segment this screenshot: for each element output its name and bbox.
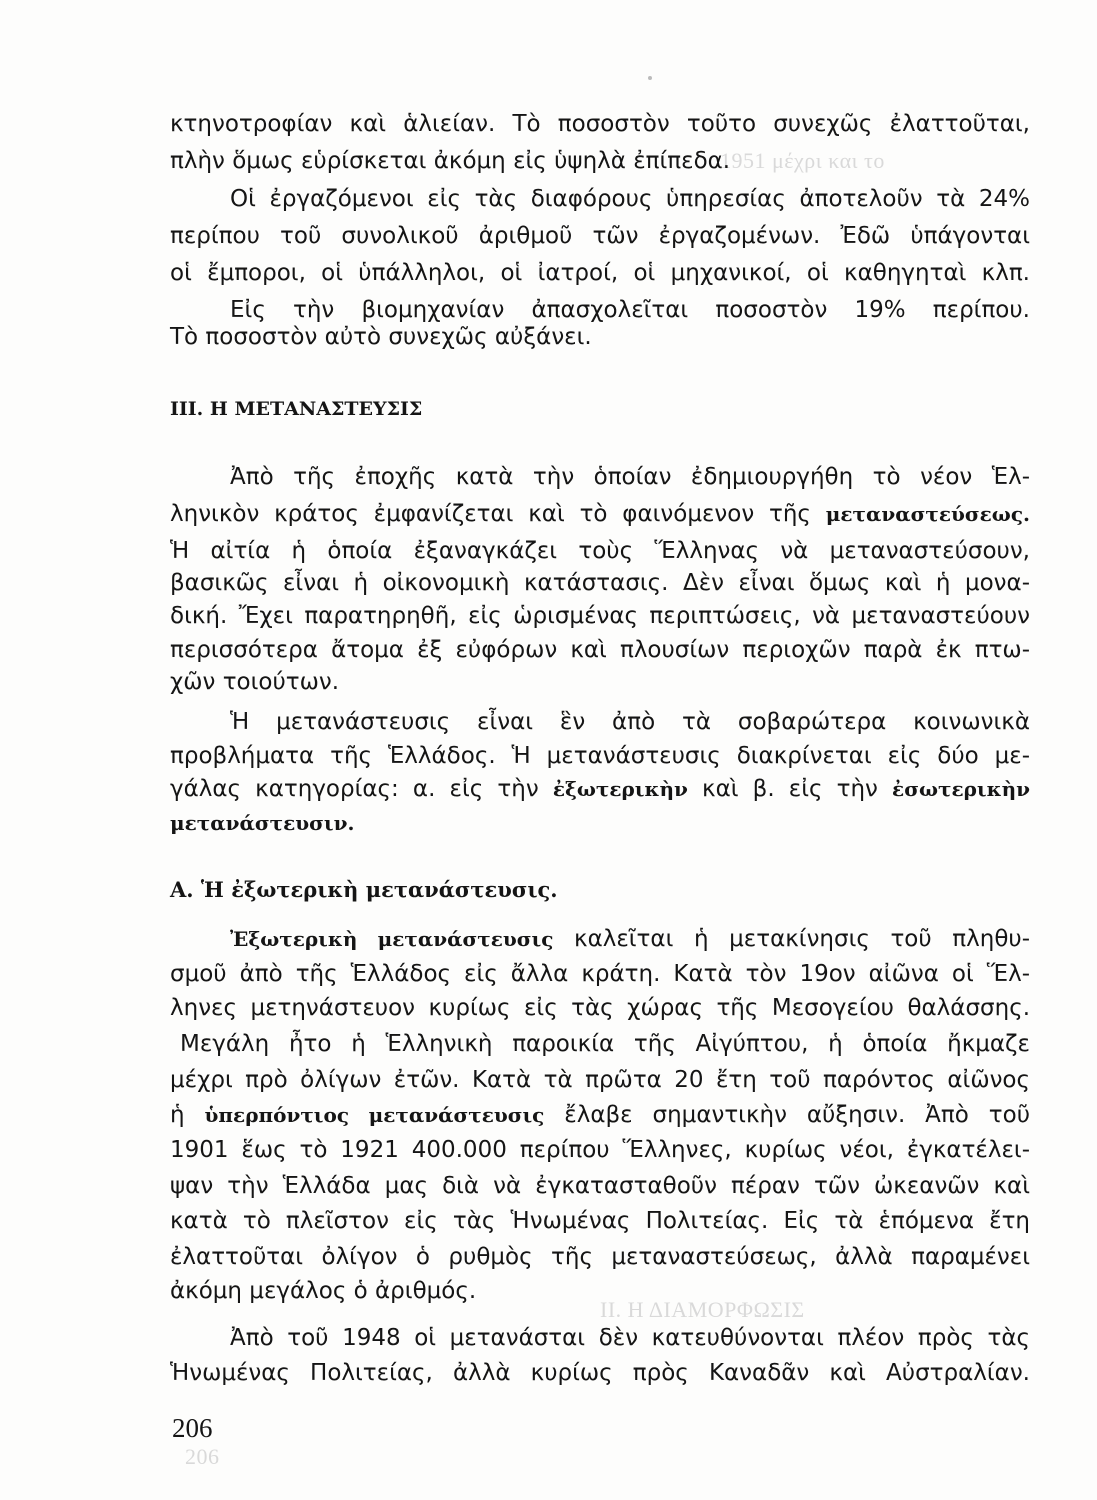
text-line [170,924,1030,954]
text-line: δική. Ἔχει παρατηρηθῆ, εἰς ὡρισμένας περιπτώσεις, νὰ μεταναστεύουν [170,603,1030,629]
text-line: οἱ ἔμποροι, οἱ ὑπάλληλοι, οἱ ἰατροί, οἱ μηχανικοί, οἱ καθηγηταὶ κλπ. [170,260,1030,286]
text-line: σμοῦ ἀπὸ τῆς Ἑλλάδος εἰς ἄλλα κράτη. Κατὰ τὸν 19ον αἰῶνα οἱ Ἕλ- [170,961,1030,987]
text-line: προβλήματα τῆς Ἑλλάδος. Ἡ μετανάστευσις διακρίνεται εἰς δύο με- [170,743,1030,769]
bold-term: μεταναστεύσεως. [825,502,1030,526]
text-run: καὶ β. εἰς τὴν [702,776,878,802]
text-line: περίπου τοῦ συνολικοῦ ἀριθμοῦ τῶν ἐργαζομένων. Ἐδῶ ὑπάγονται [170,223,1030,249]
text-line [170,808,1030,838]
text-line [170,774,1030,804]
bold-term: Ἐξωτερικὴ μετανάστευσις [230,927,554,951]
text-line: 1901 ἕως τὸ 1921 400.000 περίπου Ἕλληνες, κυρίως νέοι, ἐγκατέλει- [170,1137,1030,1163]
text-line: Ἀπὸ τοῦ 1948 οἱ μετανάσται δὲν κατευθύνονται πλέον πρὸς τὰς [230,1325,1030,1351]
text-run: καλεῖται ἡ μετακίνησις τοῦ πληθυ- [574,926,1031,952]
text-line: χῶν τοιούτων. [170,669,340,695]
page-number: 206 [172,1413,213,1443]
bleedthrough-text: 206 [185,1444,220,1469]
text-line: μέχρι πρὸ ὀλίγων ἐτῶν. Κατὰ τὰ πρῶτα 20 ἔτη τοῦ παρόντος αἰῶνος [170,1067,1030,1093]
text-line: Μεγάλη ἦτο ἡ Ἑλληνικὴ παροικία τῆς Αἰγύπτου, ἡ ὁποία ἤκμαζε [180,1031,1030,1057]
text-line: Οἱ ἐργαζόμενοι εἰς τὰς διαφόρους ὑπηρεσίας ἀποτελοῦν τὰ 24% [230,186,1030,212]
text-line: ἐλαττοῦται ὀλίγον ὁ ρυθμὸς τῆς μεταναστεύσεως, ἀλλὰ παραμένει [170,1244,1030,1270]
text-run: ἡ [170,1102,185,1128]
text-line: ληνες μετηνάστευον κυρίως εἰς τὰς χώρας τῆς Μεσογείου θαλάσσης. [170,995,1030,1021]
text-line: περισσότερα ἄτομα ἐξ εὐφόρων καὶ πλουσίων περιοχῶν παρὰ ἐκ πτω- [170,637,1030,663]
text-line: Τὸ ποσοστὸν αὐτὸ συνεχῶς αὐξάνει. [170,324,592,350]
section-heading: III. Η ΜΕΤΑΝΑΣΤΕΥΣΙΣ [170,398,423,420]
bold-term: ἐσωτερικὴν [892,777,1030,801]
paper-speck [648,76,652,80]
text-line: Ἡνωμένας Πολιτείας, ἀλλὰ κυρίως πρὸς Καναδᾶν καὶ Αὐστραλίαν. [170,1360,1030,1386]
bold-term: μετανάστευσιν. [170,811,355,835]
text-line: Εἰς τὴν βιομηχανίαν ἀπασχολεῖται ποσοστὸν 19% περίπου. [230,297,1030,323]
text-line [170,499,1030,529]
text-line: Ἡ μετανάστευσις εἶναι ἓν ἀπὸ τὰ σοβαρώτερα κοινωνικὰ [230,709,1030,735]
subsection-heading: Α. Ἡ ἐξωτερικὴ μετανάστευσις. [170,877,558,902]
bold-term: ὑπερπόντιος μετανάστευσις [204,1103,545,1127]
text-line: Ἡ αἰτία ἡ ὁποία ἐξαναγκάζει τοὺς Ἕλληνας νὰ μεταναστεύσουν, [170,538,1030,564]
text-line: πλὴν ὅμως εὑρίσκεται ἀκόμη εἰς ὑψηλὰ ἐπίπεδα. [170,148,731,174]
text-run: ἔλαβε σημαντικὴν αὔξησιν. Ἀπὸ τοῦ [564,1102,1030,1128]
text-line: κτηνοτροφίαν καὶ ἁλιείαν. Τὸ ποσοστὸν τοῦτο συνεχῶς ἐλαττοῦται, [170,111,1030,137]
text-line: κατὰ τὸ πλεῖστον εἰς τὰς Ἡνωμένας Πολιτείας. Εἰς τὰ ἑπόμενα ἔτη [170,1208,1030,1234]
text-line: Ἀπὸ τῆς ἐποχῆς κατὰ τὴν ὁποίαν ἐδημιουργήθη τὸ νέον Ἑλ- [230,464,1030,490]
text-line [170,1100,1030,1130]
text-line: βασικῶς εἶναι ἡ οἰκονομικὴ κατάστασις. Δὲν εἶναι ὅμως καὶ ἡ μονα- [170,570,1030,596]
text-run: ληνικὸν κράτος ἐμφανίζεται καὶ τὸ φαινόμενον τῆς [170,501,811,527]
text-run: γάλας κατηγορίας: α. εἰς τὴν [170,776,539,802]
bold-term: ἐξωτερικὴν [552,777,688,801]
bleedthrough-text: 1951 μέχρι και το [720,148,885,173]
bleedthrough-text: II. Η ΔΙΑΜΟΡΦΩΣΙΣ [600,1297,805,1322]
text-line: ἀκόμη μεγάλος ὁ ἀριθμός. [170,1278,477,1304]
text-line: ψαν τὴν Ἑλλάδα μας διὰ νὰ ἐγκατασταθοῦν πέραν τῶν ὠκεανῶν καὶ [170,1173,1030,1199]
